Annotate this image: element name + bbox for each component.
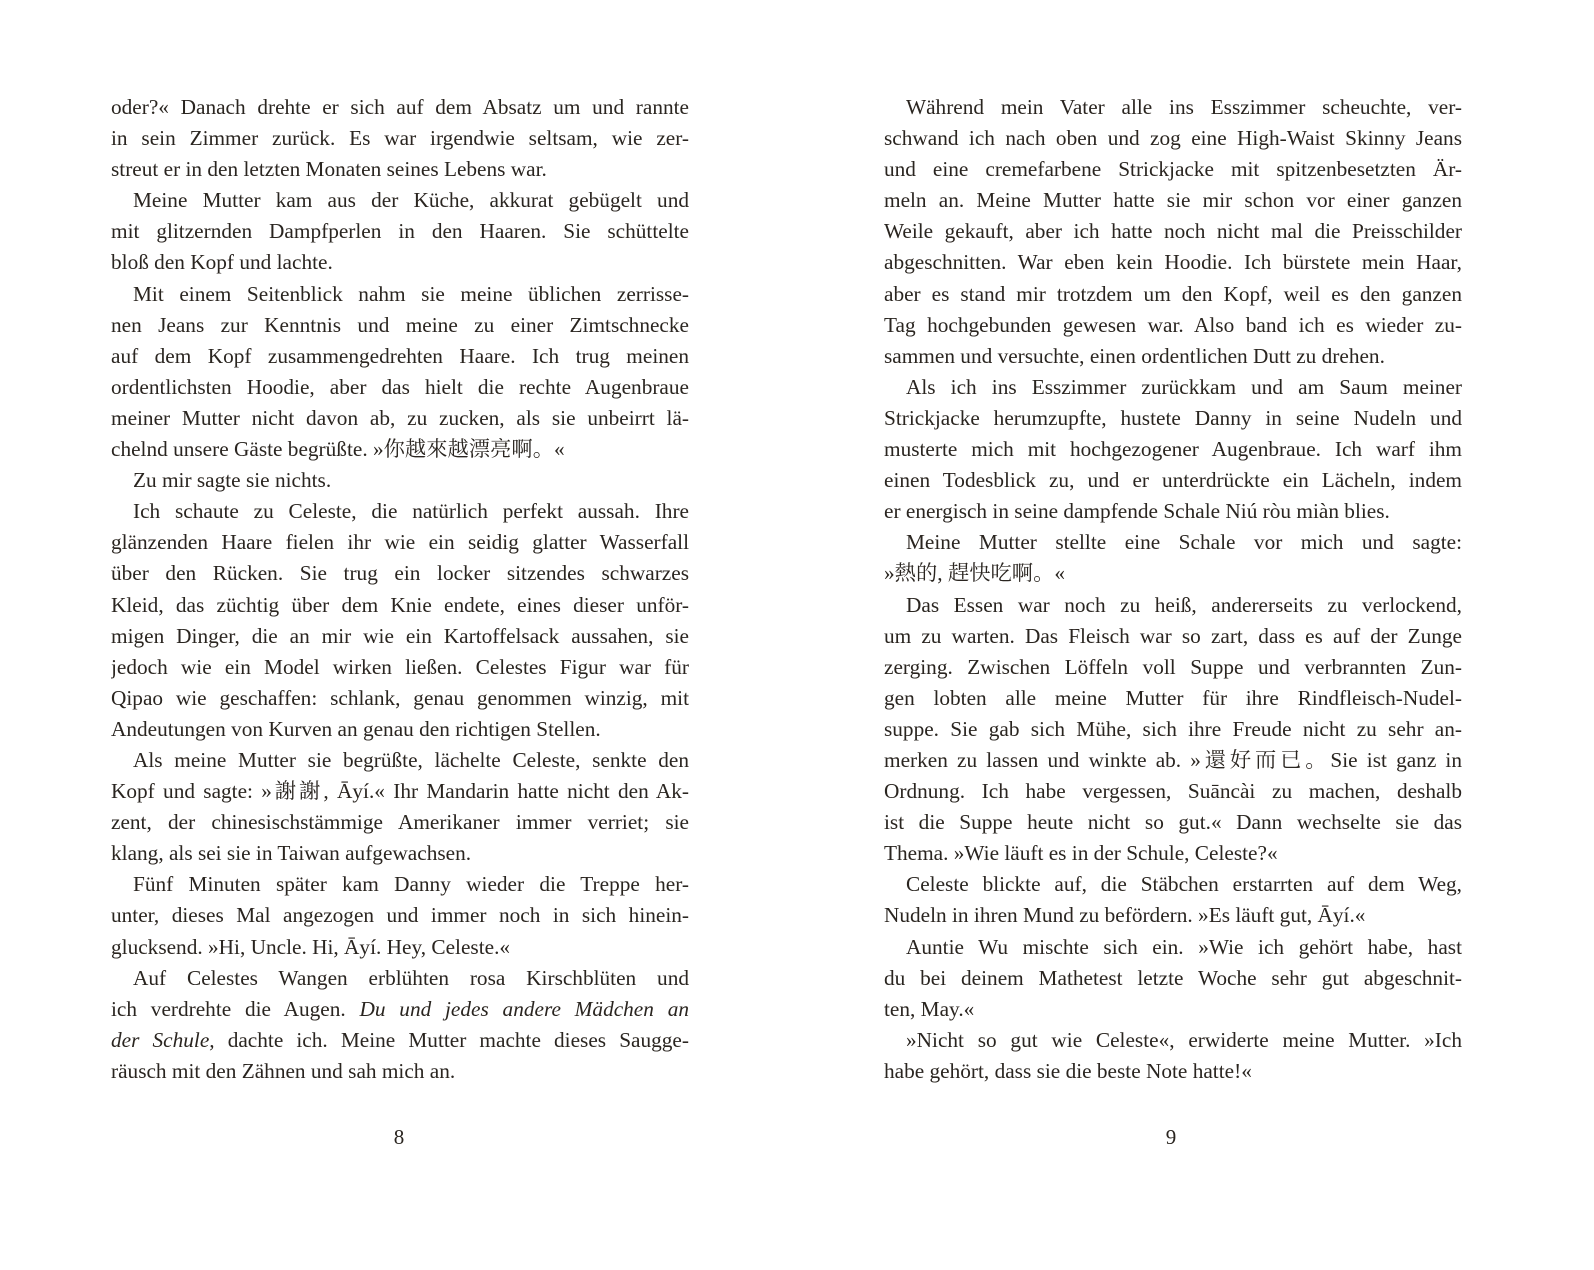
- text-line: jedoch wie ein Model wirken ließen. Celestes Figur war für: [111, 654, 689, 679]
- text-line: oder?« Danach drehte er sich auf dem Absatz um und rannte: [111, 95, 689, 119]
- text-line: nen Jeans zur Kenntnis und meine zu einer Zimtschnecke: [111, 312, 689, 337]
- text-line: Meine Mutter kam aus der Küche, akkurat gebügelt und: [133, 188, 689, 213]
- page-number: 9: [1165, 1125, 1177, 1149]
- text-line: Kopf und sagte: »謝謝, Āyí.« Ihr Mandarin hatte nicht den Ak-: [111, 779, 689, 804]
- text-line: chelnd unsere Gäste begrüßte. »你越來越漂亮啊。«: [111, 437, 565, 462]
- text-line: streut er in den letzten Monaten seines Lebens war.: [111, 157, 547, 182]
- text-line: ist die Suppe heute nicht so gut.« Dann wechselte sie das: [884, 810, 1462, 835]
- text-line: Meine Mutter stellte eine Schale vor mich und sagte:: [906, 530, 1462, 555]
- text-line: zerging. Zwischen Löffeln voll Suppe und verbrannten Zun-: [884, 654, 1462, 679]
- text-line: ten, May.«: [884, 996, 975, 1021]
- text-line: mit glitzernden Dampfperlen in den Haaren. Sie schüttelte: [111, 219, 689, 244]
- text-line: Das Essen war noch zu heiß, andererseits zu verlockend,: [906, 592, 1462, 617]
- text-run: ich verdrehte die Augen.: [111, 996, 346, 1021]
- text-line: [111, 1025, 689, 1056]
- text-line: glänzenden Haare fielen ihr wie ein seidig glatter Wasserfall: [111, 530, 689, 555]
- text-line: unter, dieses Mal angezogen und immer noch in sich hinein-: [111, 903, 689, 928]
- text-line: Als ich ins Esszimmer zurückkam und am Saum meiner: [906, 374, 1462, 399]
- text-line: sammen und versuchte, einen ordentlichen Dutt zu drehen.: [884, 343, 1385, 368]
- text-line: über den Rücken. Sie trug ein locker sitzendes schwarzes: [111, 561, 689, 586]
- text-line: »熱的, 趕快吃啊。«: [884, 561, 1066, 586]
- text-line: klang, als sei sie in Taiwan aufgewachsen.: [111, 841, 472, 866]
- text-line: auf dem Kopf zusammengedrehten Haare. Ich trug meinen: [111, 343, 689, 368]
- text-line: Ich schaute zu Celeste, die natürlich perfekt aussah. Ihre: [133, 499, 689, 524]
- italic-text: Du und jedes andere Mädchen an: [359, 996, 689, 1021]
- text-line: gen lobten alle meine Mutter für ihre Rindfleisch-Nudel-: [884, 685, 1462, 710]
- text-line: du bei deinem Mathetest letzte Woche sehr gut abgeschnit-: [884, 965, 1462, 990]
- text-line: Mit einem Seitenblick nahm sie meine üblichen zerrisse-: [133, 281, 689, 306]
- text-line: Zu mir sagte sie nichts.: [133, 468, 332, 493]
- text-line: in sein Zimmer zurück. Es war irgendwie seltsam, wie zer-: [111, 126, 689, 151]
- left-page: [111, 92, 689, 1102]
- text-line: Celeste blickte auf, die Stäbchen erstarrten auf dem Weg,: [906, 872, 1462, 897]
- text-line: abgeschnitten. War eben kein Hoodie. Ich bürstete mein Haar,: [884, 250, 1462, 275]
- page-number: 8: [393, 1125, 405, 1149]
- text-line: glucksend. »Hi, Uncle. Hi, Āyí. Hey, Celeste.«: [111, 934, 511, 959]
- text-line: »Nicht so gut wie Celeste«, erwiderte meine Mutter. »Ich: [906, 1027, 1462, 1052]
- text-line: habe gehört, dass sie die beste Note hatte!«: [884, 1058, 1252, 1083]
- text-line: Als meine Mutter sie begrüßte, lächelte Celeste, senkte den: [133, 747, 689, 772]
- text-line: Ordnung. Ich habe vergessen, Suāncài zu machen, deshalb: [884, 779, 1462, 804]
- text-line: migen Dinger, die an mir wie ein Kartoffelsack aussahen, sie: [111, 623, 689, 648]
- text-run: dachte ich. Meine Mutter machte dieses Saugge-: [214, 1027, 689, 1052]
- left-page-text: [111, 92, 689, 1102]
- text-line: einen Todesblick zu, und er unterdrückte ein Lächeln, indem: [884, 468, 1462, 493]
- text-line: Strickjacke herumzupfte, hustete Danny in seine Nudeln und: [884, 405, 1462, 430]
- text-line: zent, der chinesischstämmige Amerikaner immer verriet; sie: [111, 810, 689, 835]
- text-line: räusch mit den Zähnen und sah mich an.: [111, 1058, 456, 1083]
- text-line: [111, 994, 689, 1025]
- text-line: schwand ich nach oben und zog eine High-Waist Skinny Jeans: [884, 126, 1462, 151]
- text-line: Weile gekauft, aber ich hatte noch nicht mal die Preisschilder: [884, 219, 1462, 244]
- text-line: und eine cremefarbene Strickjacke mit spitzenbesetzten Är-: [884, 157, 1462, 182]
- text-line: Nudeln in ihren Mund zu befördern. »Es läuft gut, Āyí.«: [884, 903, 1366, 928]
- text-line: Thema. »Wie läuft es in der Schule, Celeste?«: [884, 841, 1278, 866]
- text-line: um zu warten. Das Fleisch war so zart, dass es auf der Zunge: [884, 623, 1462, 648]
- text-line: Andeutungen von Kurven an genau den richtigen Stellen.: [111, 716, 601, 741]
- text-line: Auf Celestes Wangen erblühten rosa Kirschblüten und: [133, 965, 689, 990]
- text-line: meiner Mutter nicht davon ab, zu zucken, als sie unbeirrt lä-: [111, 405, 689, 430]
- right-page: [884, 92, 1462, 1102]
- text-line: Kleid, das züchtig über dem Knie endete, eines dieser unför-: [111, 592, 689, 617]
- text-line: musterte mich mit hochgezogener Augenbraue. Ich warf ihm: [884, 437, 1462, 462]
- text-line: Tag hochgebunden gewesen war. Also band ich es wieder zu-: [884, 312, 1462, 337]
- text-line: Fünf Minuten später kam Danny wieder die Treppe her-: [133, 872, 689, 897]
- text-line: bloß den Kopf und lachte.: [111, 250, 333, 275]
- text-line: Qipao wie geschaffen: schlank, genau genommen winzig, mit: [111, 685, 689, 710]
- text-line: meln an. Meine Mutter hatte sie mir schon vor einer ganzen: [884, 188, 1462, 213]
- right-page-text: [884, 92, 1462, 1102]
- text-line: aber es stand mir trotzdem um den Kopf, weil es den ganzen: [884, 281, 1462, 306]
- text-line: suppe. Sie gab sich Mühe, sich ihre Freude nicht zu sehr an-: [884, 716, 1462, 741]
- italic-text: der Schule,: [111, 1027, 215, 1052]
- text-line: Während mein Vater alle ins Esszimmer scheuchte, ver-: [906, 95, 1462, 119]
- text-line: merken zu lassen und winkte ab. »還好而已。Sie ist ganz in: [884, 747, 1462, 772]
- text-line: er energisch in seine dampfende Schale Niú ròu miàn blies.: [884, 499, 1390, 524]
- text-line: Auntie Wu mischte sich ein. »Wie ich gehört habe, hast: [906, 934, 1462, 959]
- text-line: ordentlichsten Hoodie, aber das hielt die rechte Augenbraue: [111, 374, 689, 399]
